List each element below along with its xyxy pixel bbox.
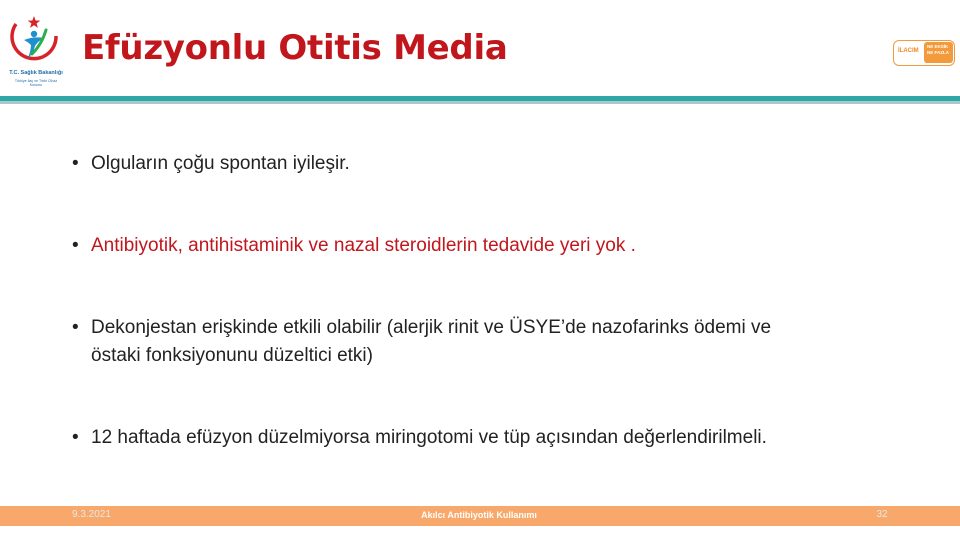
page-number: 32 <box>876 509 888 520</box>
slide-title: Efüzyonlu Otitis Media <box>82 28 508 68</box>
bullet-text: Olguların çoğu spontan iyileşir. <box>91 153 350 174</box>
bullet-dot-icon: • <box>72 235 79 256</box>
ministry-logo <box>2 10 66 94</box>
ministry-logo-text: T.C. Sağlık Bakanlığı <box>9 70 63 76</box>
footer-date: 9.3.2021 <box>72 509 111 520</box>
bullet-text <box>91 314 771 370</box>
ministry-logo-subtext: Türkiye İlaç ve Tıbbi Cihaz Kurumu <box>14 79 58 88</box>
bullet-dot-icon: • <box>72 317 79 338</box>
bullet-text-line: Dekonjestan erişkinde etkili olabilir (alerjik rinit ve ÜSYE’de nazofarinks ödemi ve <box>91 317 772 338</box>
header-divider-grey <box>0 101 960 104</box>
campaign-logo <box>893 38 957 68</box>
campaign-logo-tag-line1: NE EKSİK <box>927 44 949 49</box>
bullet-text-line: östaki fonksiyonunu düzeltici etki) <box>91 345 373 367</box>
campaign-logo-tag <box>924 42 953 63</box>
bullet-text: Antibiyotik, antihistaminik ve nazal steroidlerin tedavide yeri yok . <box>91 235 636 256</box>
footer-title: Akılcı Antibiyotik Kullanımı <box>421 510 537 520</box>
ministry-emblem-icon <box>2 10 66 70</box>
footer-bar <box>0 506 960 526</box>
campaign-logo-tag-line2: NE FAZLA <box>927 50 949 56</box>
campaign-logo-word: İLACIM <box>898 48 919 54</box>
bullet-text: 12 haftada efüzyon düzelmiyorsa miringotomi ve tüp açısından değerlendirilmeli. <box>91 427 767 448</box>
bullet-dot-icon: • <box>72 153 79 174</box>
bullet-dot-icon: • <box>72 427 79 448</box>
